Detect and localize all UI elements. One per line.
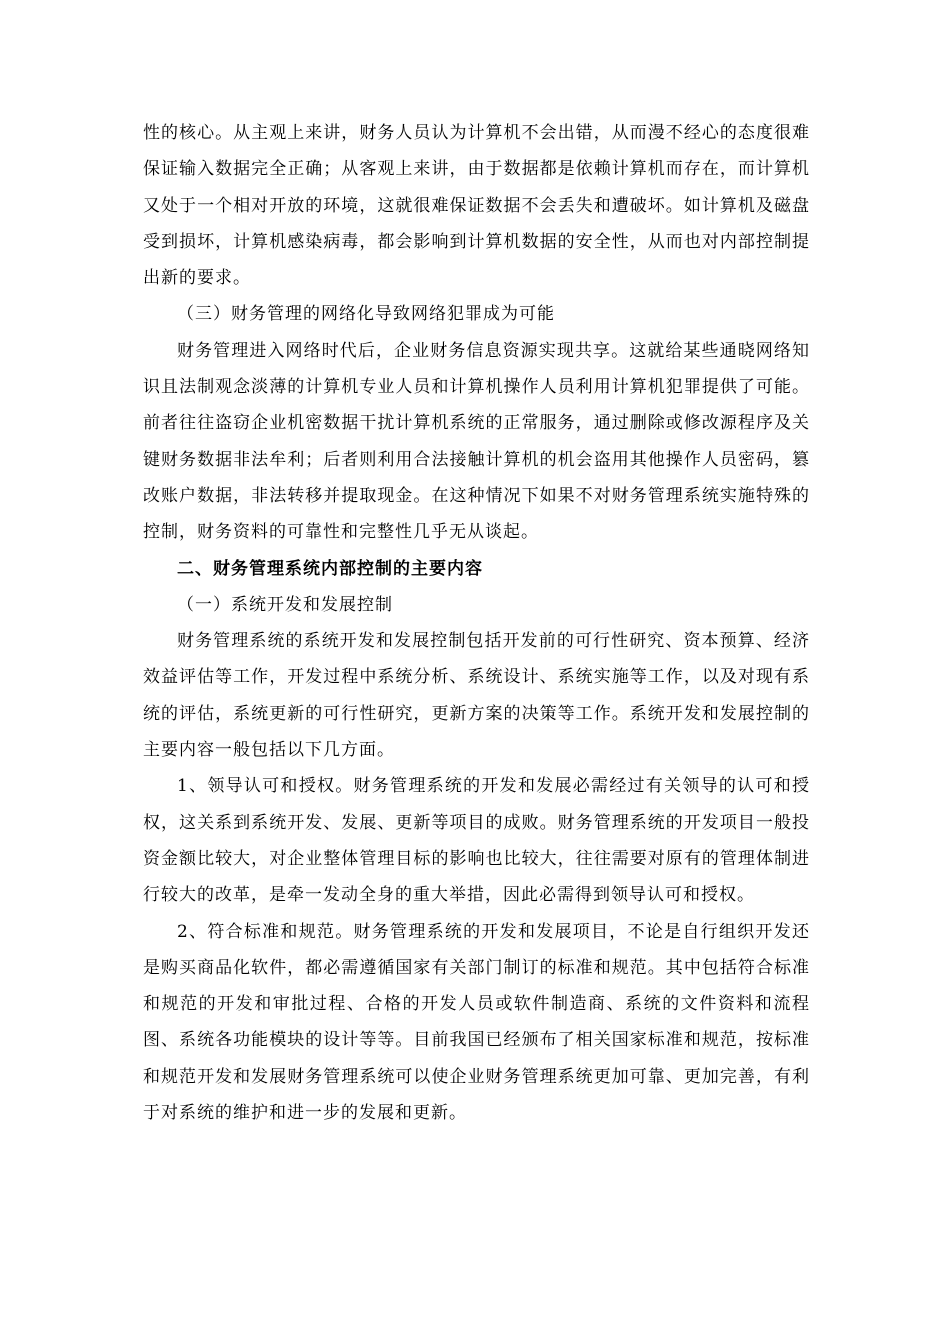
paragraph-standards-compliance: 2、符合标准和规范。财务管理系统的开发和发展项目，不论是自行组织开发还是购买商品化软件，都必需遵循国家有关部门制订的标准和规范。其中包括符合标准和规范的开发和审批过程、合格的开发人员或软件制造商、系统的文件资料和流程图、系统各功能模块的设计等等。目前我国已经颁布了相关国家标准和规范，按标准和规范开发和发展财务管理系统可以使企业财务管理系统更加可靠、更加完善，有利于对系统的维护和进一步的发展和更新。: [143, 921, 810, 1124]
paragraph-leadership-authorization: 1、领导认可和授权。财务管理系统的开发和发展必需经过有关领导的认可和授权，这关系到系统开发、发展、更新等项目的成败。财务管理系统的开发项目一般投资金额比较大，对企业整体管理目标的影响也比较大，往往需要对原有的管理体制进行较大的改革，是牵一发动全身的重大举措，因此必需得到领导认可和授权。: [143, 776, 810, 906]
subheading-network-crime: （三）财务管理的网络化导致网络犯罪成为可能: [177, 304, 555, 325]
paragraph-network-crime: 财务管理进入网络时代后，企业财务信息资源实现共享。这就给某些通晓网络知识且法制观念淡薄的计算机专业人员和计算机操作人员利用计算机犯罪提供了可能。前者往往盗窃企业机密数据干扰计算机系统的正常服务，通过删除或修改源程序及关键财务数据非法牟利；后者则利用合法接触计算机的机会盗用其他操作人员密码，篡改账户数据，非法转移并提取现金。在这种情况下如果不对财务管理系统实施特殊的控制，财务资料的可靠性和完整性几乎无从谈起。: [143, 340, 810, 543]
subheading-system-development: （一）系统开发和发展控制: [177, 594, 393, 615]
paragraph-system-development: 财务管理系统的系统开发和发展控制包括开发前的可行性研究、资本预算、经济效益评估等工作，开发过程中系统分析、系统设计、系统实施等工作，以及对现有系统的评估，系统更新的可行性研究，更新方案的决策等工作。系统开发和发展控制的主要内容一般包括以下几方面。: [143, 631, 810, 761]
paragraph-continuation: 性的核心。从主观上来讲，财务人员认为计算机不会出错，从而漫不经心的态度很难保证输入数据完全正确；从客观上来讲，由于数据都是依赖计算机而存在，而计算机又处于一个相对开放的环境，这就很难保证数据不会丢失和遭破坏。如计算机及磁盘受到损坏，计算机感染病毒，都会影响到计算机数据的安全性，从而也对内部控制提出新的要求。: [143, 123, 810, 289]
document-body: [143, 115, 810, 1131]
section-heading-internal-control: 二、财务管理系统内部控制的主要内容: [177, 558, 483, 579]
